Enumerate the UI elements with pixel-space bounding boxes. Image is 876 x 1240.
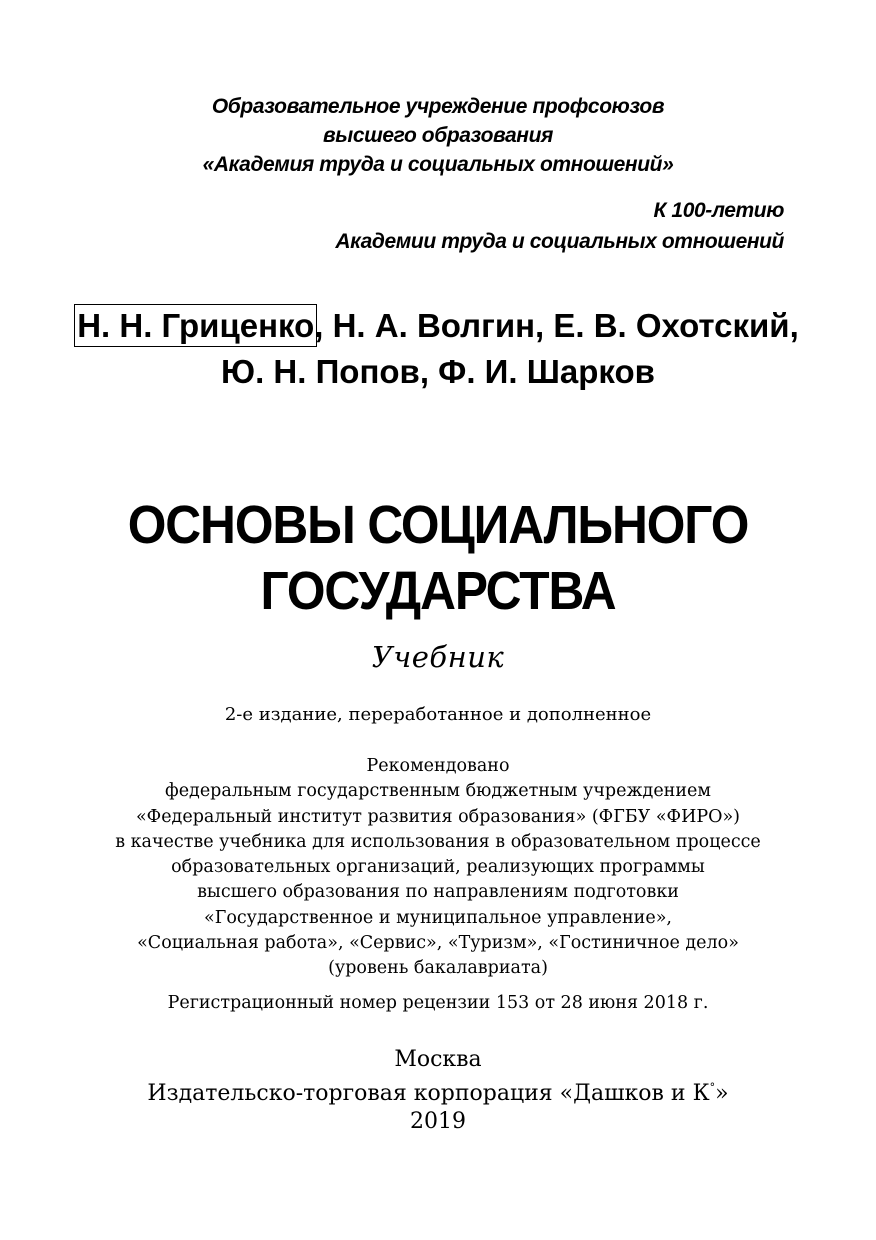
registration-note: Регистрационный номер рецензии 153 от 28 июня 2018 г. [167, 993, 709, 1013]
imprint-city: Москва [394, 1047, 482, 1072]
publisher-close-quote: » [715, 1081, 729, 1106]
book-title [35, 492, 841, 624]
authors-line-1 [0, 303, 876, 349]
publisher-degree-mark: ° [709, 1081, 716, 1094]
publisher-name: Издательско-торговая корпорация «Дашков и К [147, 1081, 710, 1106]
authors-line-1-rest: , Н. А. Волгин, Е. В. Охотский, [314, 307, 799, 344]
recommendation-line: «Федеральный институт развития образования» (ФГБУ «ФИРО») [135, 806, 741, 827]
imprint-year: 2019 [410, 1109, 466, 1134]
imprint-block [0, 1046, 876, 1136]
book-subtitle: Учебник [371, 640, 505, 674]
dedication-line-2: Академии труда и социальных отношений [335, 230, 784, 253]
recommendation-line: высшего образования по направлениям подготовки [197, 882, 679, 903]
recommendation-line: «Государственное и муниципальное управление», [204, 907, 672, 928]
institution-block [0, 92, 876, 179]
institution-line-2: высшего образования [323, 124, 553, 147]
recommendation-line: (уровень бакалавриата) [328, 958, 548, 979]
book-title-line-1: ОСНОВЫ СОЦИАЛЬНОГО [127, 495, 749, 555]
authors-line-2: Ю. Н. Попов, Ф. И. Шарков [221, 353, 655, 390]
recommendation-line: Рекомендовано [366, 756, 510, 776]
highlighted-author: Н. Н. Гриценко [77, 307, 315, 344]
recommendation-line: федеральным государственным бюджетным учреждением [165, 781, 711, 802]
edition-note: 2-е издание, переработанное и дополненное [224, 704, 652, 725]
recommendation-line: в качестве учебника для использования в образовательном процессе [115, 831, 761, 852]
recommendation-line: образовательных организаций, реализующих программы [171, 857, 705, 878]
institution-line-3: «Академия труда и социальных отношений» [202, 153, 674, 176]
book-title-line-2: ГОСУДАРСТВА [260, 561, 616, 621]
authors-block [0, 303, 876, 395]
recommendation-block [0, 754, 876, 982]
dedication-block [0, 195, 784, 257]
recommendation-line: «Социальная работа», «Сервис», «Туризм», «Гостиничное дело» [137, 933, 739, 954]
imprint-publisher [0, 1074, 876, 1108]
dedication-line-1: К 100-летию [653, 199, 784, 222]
institution-line-1: Образовательное учреждение профсоюзов [211, 95, 665, 118]
